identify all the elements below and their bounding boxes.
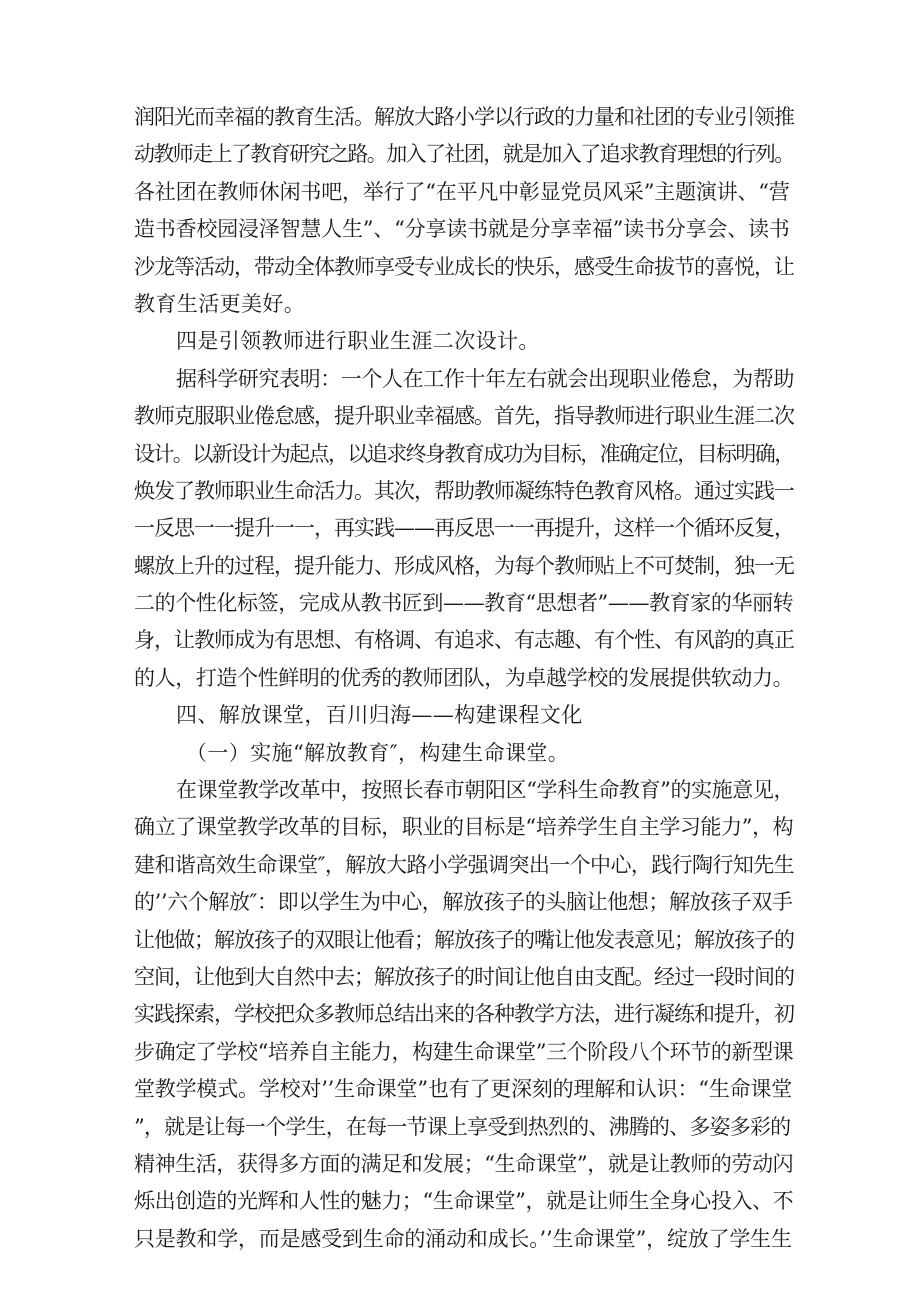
body-line: 的人，打造个性鲜明的优秀的教师团队，为卓越学校的发展提供软动力。 bbox=[134, 665, 794, 690]
body-line: 堂教学模式。学校对’’生命课堂”也有了更深刻的理解和认识：“生命课堂 bbox=[134, 1077, 793, 1102]
body-line: 身，让教师成为有思想、有格调、有追求、有志趣、有个性、有风韵的真正 bbox=[134, 628, 794, 653]
body-line: 二的个性化标签，完成从教书匠到——教育“思想者”——教育家的华丽转 bbox=[134, 591, 794, 616]
body-line: 的’’六个解放″：即以学生为中心，解放孩子的头脑让他想；解放孩子双手 bbox=[134, 890, 793, 915]
body-line: 只是教和学，而是感受到生命的涌动和成长。’’生命课堂”，绽放了学生生 bbox=[134, 1226, 792, 1251]
body-line: 设计。以新设计为起点，以追求终身教育成功为目标，准确定位，目标明确， bbox=[134, 441, 794, 466]
body-line: 动教师走上了教育研究之路。加入了社团，就是加入了追求教育理想的行列。 bbox=[134, 142, 794, 167]
body-line: 沙龙等活动，带动全体教师享受专业成长的快乐，感受生命拔节的喜悦，让 bbox=[134, 254, 794, 279]
body-line: 焕发了教师职业生命活力。其次，帮助教师凝练特色教育风格。通过实践一 bbox=[134, 478, 794, 503]
body-line: 在课堂教学改革中，按照长春市朝阳区“学科生命教育”的实施意见， bbox=[176, 778, 795, 803]
body-line: 步确定了学校“培养自主能力，构建生命课堂”三个阶段八个环节的新型课 bbox=[134, 1039, 794, 1064]
body-line: 实践探索，学校把众多教师总结出来的各种教学方法，进行凝练和提升，初 bbox=[134, 1002, 794, 1027]
body-line: 空间，让他到大自然中去；解放孩子的时间让他自由支配。经过一段时间的 bbox=[134, 964, 794, 989]
body-line: 建和谐高效生命课堂″，解放大路小学强调突出一个中心，践行陶行知先生 bbox=[134, 852, 795, 877]
body-line: 造书香校园浸泽智慧人生”、“分享读书就是分享幸福”读书分享会、读书 bbox=[134, 217, 790, 242]
body-line: 确立了课堂教学改革的目标，职业的目标是“培养学生自主学习能力”，构 bbox=[134, 815, 794, 840]
body-line: 烁出创造的光辉和人性的魅力；“生命课堂”，就是让师生全身心投入、不 bbox=[134, 1189, 794, 1214]
section-heading: 四是引领教师进行职业生涯二次设计。 bbox=[176, 329, 540, 354]
document-body bbox=[134, 99, 794, 1258]
body-line: 让他做；解放孩子的双眼让他看；解放孩子的嘴让他发表意见；解放孩子的 bbox=[134, 927, 794, 952]
body-line: 润阳光而幸福的教育生活。解放大路小学以行政的力量和社团的专业引领推 bbox=[134, 105, 794, 129]
body-line: ”，就是让每一个学生，在每一节课上享受到热烈的、沸腾的、多姿多彩的 bbox=[134, 1114, 791, 1139]
body-line: 各社团在教师休闲书吧，举行了“在平凡中彰显党员风采”主题演讲、“营 bbox=[134, 179, 790, 204]
body-line: 教师克服职业倦怠感，提升职业幸福感。首先，指导教师进行职业生涯二次 bbox=[134, 404, 794, 429]
body-line: 精神生活，获得多方面的满足和发展；“生命课堂”，就是让教师的劳动闪 bbox=[134, 1151, 794, 1176]
body-line: 教育生活更美好。 bbox=[134, 291, 306, 316]
body-line: 据科学研究表明：一个人在工作十年左右就会出现职业倦怠，为帮助 bbox=[176, 366, 794, 391]
subsection-heading: （一）实施“解放教育″，构建生命课堂。 bbox=[186, 740, 570, 765]
body-line: 螺放上升的过程，提升能力、形成风格，为每个教师贴上不可焚制，独一无 bbox=[134, 553, 794, 578]
body-line: 一反思一一提升一一，再实践——再反思一一再提升，这样一个循环反复， bbox=[134, 516, 794, 541]
section-heading: 四、解放课堂，百川归海——构建课程文化 bbox=[176, 703, 583, 728]
